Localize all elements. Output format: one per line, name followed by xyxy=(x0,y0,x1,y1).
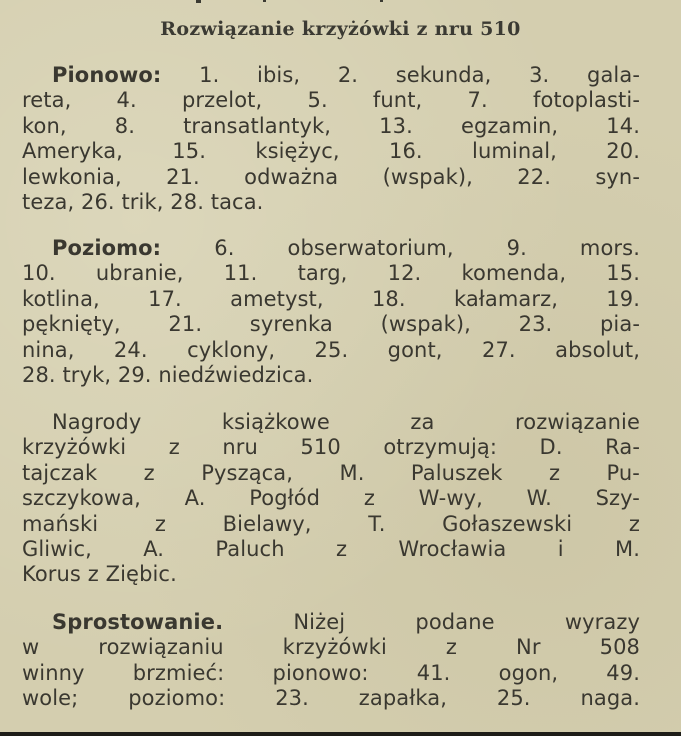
paragraph-prize-winners xyxy=(22,410,640,588)
text-line: winny brzmieć: pionowo: 41. ogon, 49. xyxy=(22,660,640,685)
text-line: teza, 26. trik, 28. taca. xyxy=(22,190,264,215)
text-line: kon, 8. transatlantyk, 13. egzamin, 14. xyxy=(22,113,640,138)
text-line: kotlina, 17. ametyst, 18. kałamarz, 19. xyxy=(22,286,640,311)
text-line: w rozwiązaniu krzyżówki z Nr 508 xyxy=(22,635,640,660)
text-line: 28. tryk, 29. niedźwiedzica. xyxy=(22,363,314,388)
text-line: pęknięty, 21. syrenka (wspak), 23. pia- xyxy=(22,312,640,337)
text-line: Ameryka, 15. księżyc, 16. luminal, 20. xyxy=(22,139,640,164)
text-line: reta, 4. przelot, 5. funt, 7. fotoplasti- xyxy=(22,88,640,113)
text-line: Poziomo: 6. obserwatorium, 9. mors. xyxy=(52,236,640,260)
text-line: Gliwic, A. Paluch z Wrocławia i M. xyxy=(22,537,640,562)
scan-bottom-edge xyxy=(0,732,681,736)
text-line: mański z Bielawy, T. Gołaszewski z xyxy=(22,511,640,536)
text-line: wole; poziomo: 23. zapałka, 25. naga. xyxy=(22,686,640,711)
text-line: tajczak z Pysząca, M. Paluszek z Pu- xyxy=(22,460,640,485)
text-line: nina, 24. cyklony, 25. gont, 27. absolut, xyxy=(22,337,640,362)
text-line: 10. ubranie, 11. targ, 12. komenda, 15. xyxy=(22,261,640,286)
text-line: krzyżówki z nru 510 otrzymują: D. Ra- xyxy=(22,435,640,460)
paragraph-correction xyxy=(22,610,640,712)
text-line: Korus z Ziębic. xyxy=(22,562,177,587)
paragraph-poziomo xyxy=(22,236,640,388)
text-line: szczykowa, A. Pogłód z W-wy, W. Szy- xyxy=(22,486,640,511)
text-line: Nagrody książkowe za rozwiązanie xyxy=(52,410,640,434)
top-cropped-text-remnants xyxy=(0,0,681,6)
text-line: Pionowo: 1. ibis, 2. sekunda, 3. gala- xyxy=(52,63,640,87)
section-label-sprostowanie: Sprostowanie. xyxy=(52,610,224,634)
text-line: Sprostowanie. Niżej podane wyrazy xyxy=(52,610,640,634)
text-line: lewkonia, 21. odważna (wspak), 22. syn- xyxy=(22,164,640,189)
section-label-pionowo: Pionowo: xyxy=(52,63,162,87)
section-label-poziomo: Poziomo: xyxy=(52,236,162,260)
paragraph-pionowo xyxy=(22,63,640,215)
article-title: Rozwiązanie krzyżówki z nru 510 xyxy=(160,18,521,40)
